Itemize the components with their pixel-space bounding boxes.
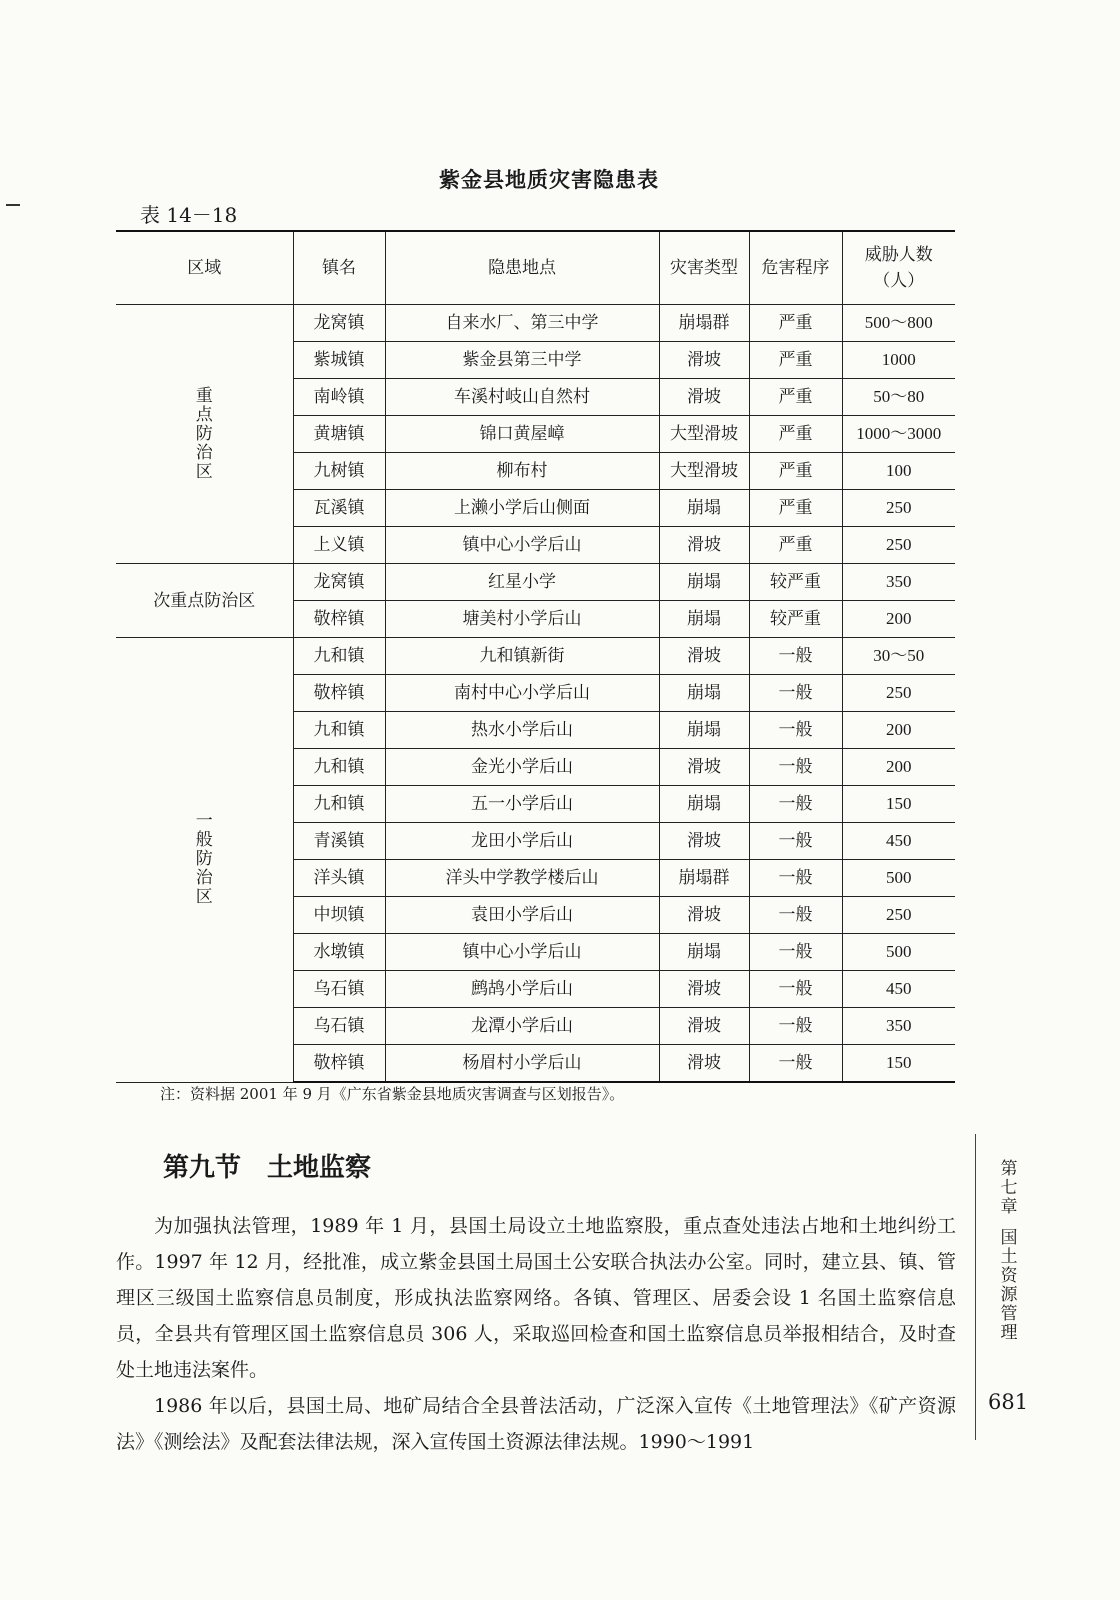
site-cell: 龙田小学后山 bbox=[385, 823, 659, 860]
section-number: 第九节 bbox=[163, 1153, 242, 1183]
type-cell: 滑坡 bbox=[659, 1045, 749, 1083]
region-label: 一般防治区 bbox=[195, 811, 213, 908]
people-cell: 200 bbox=[842, 601, 955, 638]
region-cell bbox=[116, 638, 293, 1083]
section-title-text: 土地监察 bbox=[267, 1153, 372, 1183]
severity-cell: 严重 bbox=[749, 490, 842, 527]
town-cell: 龙窝镇 bbox=[293, 564, 385, 601]
severity-cell: 严重 bbox=[749, 416, 842, 453]
severity-cell: 严重 bbox=[749, 453, 842, 490]
severity-cell: 较严重 bbox=[749, 564, 842, 601]
body-paragraph: 1986 年以后，县国土局、地矿局结合全县普法活动，广泛深入宣传《土地管理法》《矿产资源法》《测绘法》及配套法律法规，深入宣传国土资源法律法规。1990～1991 bbox=[116, 1395, 956, 1453]
town-cell: 九树镇 bbox=[293, 453, 385, 490]
header-region: 区域 bbox=[116, 231, 293, 305]
people-cell: 50～80 bbox=[842, 379, 955, 416]
site-cell: 车溪村岐山自然村 bbox=[385, 379, 659, 416]
people-cell: 450 bbox=[842, 971, 955, 1008]
people-cell: 200 bbox=[842, 749, 955, 786]
type-cell: 滑坡 bbox=[659, 379, 749, 416]
people-cell: 350 bbox=[842, 1008, 955, 1045]
site-cell: 九和镇新街 bbox=[385, 638, 659, 675]
town-cell: 九和镇 bbox=[293, 712, 385, 749]
site-cell: 杨眉村小学后山 bbox=[385, 1045, 659, 1083]
header-type: 灾害类型 bbox=[659, 231, 749, 305]
people-cell: 250 bbox=[842, 490, 955, 527]
town-cell: 龙窝镇 bbox=[293, 305, 385, 342]
people-cell: 30～50 bbox=[842, 638, 955, 675]
people-cell: 500～800 bbox=[842, 305, 955, 342]
town-cell: 青溪镇 bbox=[293, 823, 385, 860]
town-cell: 乌石镇 bbox=[293, 971, 385, 1008]
type-cell: 大型滑坡 bbox=[659, 416, 749, 453]
severity-cell: 一般 bbox=[749, 675, 842, 712]
section-heading bbox=[163, 1147, 371, 1184]
people-cell: 250 bbox=[842, 527, 955, 564]
header-site: 隐患地点 bbox=[385, 231, 659, 305]
site-cell: 柳布村 bbox=[385, 453, 659, 490]
site-cell: 塘美村小学后山 bbox=[385, 601, 659, 638]
site-cell: 龙潭小学后山 bbox=[385, 1008, 659, 1045]
town-cell: 瓦溪镇 bbox=[293, 490, 385, 527]
site-cell: 热水小学后山 bbox=[385, 712, 659, 749]
header-town: 镇名 bbox=[293, 231, 385, 305]
town-cell: 紫城镇 bbox=[293, 342, 385, 379]
people-cell: 150 bbox=[842, 1045, 955, 1083]
table-row bbox=[116, 638, 955, 675]
site-cell: 锦口黄屋嶂 bbox=[385, 416, 659, 453]
town-cell: 敬梓镇 bbox=[293, 675, 385, 712]
table-row bbox=[116, 564, 955, 601]
site-cell: 上濑小学后山侧面 bbox=[385, 490, 659, 527]
severity-cell: 一般 bbox=[749, 638, 842, 675]
table-title: 紫金县地质灾害隐患表 bbox=[439, 168, 659, 192]
severity-cell: 严重 bbox=[749, 342, 842, 379]
geological-hazard-table bbox=[116, 230, 955, 1083]
type-cell: 滑坡 bbox=[659, 638, 749, 675]
header-threatened-line1: 威胁人数 bbox=[864, 245, 933, 265]
severity-cell: 一般 bbox=[749, 1008, 842, 1045]
type-cell: 滑坡 bbox=[659, 897, 749, 934]
body-paragraph: 为加强执法管理，1989 年 1 月，县国土局设立土地监察股，重点查处违法占地和土地纠纷工作。1997 年 12 月，经批准，成立紫金县国土局国土公安联合执法办公室。同时，建立县、镇、管理区三级国土监察信息员制度，形成执法监察网络。各镇、管理区、居委会设 1 名国土监察信息员，全县共有管理区国土监察信息员 306 人，采取巡回检查和国土监察信息员举报相结合，及时查处土地违法案件。 bbox=[116, 1215, 956, 1381]
region-cell bbox=[116, 305, 293, 564]
town-cell: 敬梓镇 bbox=[293, 1045, 385, 1083]
table-row bbox=[116, 305, 955, 342]
type-cell: 崩塌 bbox=[659, 490, 749, 527]
type-cell: 崩塌群 bbox=[659, 860, 749, 897]
people-cell: 100 bbox=[842, 453, 955, 490]
region-label: 重点防治区 bbox=[195, 385, 213, 482]
severity-cell: 一般 bbox=[749, 749, 842, 786]
town-cell: 九和镇 bbox=[293, 749, 385, 786]
severity-cell: 一般 bbox=[749, 1045, 842, 1083]
type-cell: 滑坡 bbox=[659, 527, 749, 564]
type-cell: 崩塌 bbox=[659, 712, 749, 749]
table-body bbox=[116, 305, 955, 1083]
town-cell: 九和镇 bbox=[293, 786, 385, 823]
header-threatened-line2: （人） bbox=[873, 271, 925, 291]
table-number: 表 14－18 bbox=[140, 203, 238, 227]
margin-tick-mark bbox=[6, 204, 20, 206]
town-cell: 乌石镇 bbox=[293, 1008, 385, 1045]
type-cell: 崩塌群 bbox=[659, 305, 749, 342]
site-cell: 镇中心小学后山 bbox=[385, 527, 659, 564]
type-cell: 滑坡 bbox=[659, 749, 749, 786]
table-header-row bbox=[116, 231, 955, 305]
site-cell: 金光小学后山 bbox=[385, 749, 659, 786]
region-label: 次重点防治区 bbox=[153, 590, 256, 611]
type-cell: 滑坡 bbox=[659, 342, 749, 379]
type-cell: 滑坡 bbox=[659, 971, 749, 1008]
severity-cell: 严重 bbox=[749, 379, 842, 416]
table-note: 注：资料据 2001 年 9 月《广东省紫金县地质灾害调查与区划报告》。 bbox=[160, 1085, 625, 1103]
type-cell: 滑坡 bbox=[659, 823, 749, 860]
chapter-label: 第七章 bbox=[1000, 1159, 1018, 1217]
town-cell: 上义镇 bbox=[293, 527, 385, 564]
side-divider bbox=[975, 1134, 976, 1440]
severity-cell: 严重 bbox=[749, 527, 842, 564]
type-cell: 崩塌 bbox=[659, 601, 749, 638]
site-cell: 紫金县第三中学 bbox=[385, 342, 659, 379]
site-cell: 镇中心小学后山 bbox=[385, 934, 659, 971]
severity-cell: 一般 bbox=[749, 860, 842, 897]
type-cell: 崩塌 bbox=[659, 934, 749, 971]
type-cell: 崩塌 bbox=[659, 564, 749, 601]
severity-cell: 一般 bbox=[749, 934, 842, 971]
site-cell: 鹧鸪小学后山 bbox=[385, 971, 659, 1008]
town-cell: 水墩镇 bbox=[293, 934, 385, 971]
severity-cell: 严重 bbox=[749, 305, 842, 342]
severity-cell: 一般 bbox=[749, 897, 842, 934]
type-cell: 大型滑坡 bbox=[659, 453, 749, 490]
severity-cell: 一般 bbox=[749, 971, 842, 1008]
people-cell: 1000～3000 bbox=[842, 416, 955, 453]
site-cell: 南村中心小学后山 bbox=[385, 675, 659, 712]
running-chapter-label bbox=[998, 1160, 1020, 1343]
people-cell: 250 bbox=[842, 675, 955, 712]
type-cell: 崩塌 bbox=[659, 675, 749, 712]
town-cell: 中坝镇 bbox=[293, 897, 385, 934]
town-cell: 南岭镇 bbox=[293, 379, 385, 416]
site-cell: 自来水厂、第三中学 bbox=[385, 305, 659, 342]
site-cell: 洋头中学教学楼后山 bbox=[385, 860, 659, 897]
town-cell: 九和镇 bbox=[293, 638, 385, 675]
town-cell: 黄塘镇 bbox=[293, 416, 385, 453]
chapter-topic: 国土资源管理 bbox=[1000, 1228, 1018, 1343]
site-cell: 袁田小学后山 bbox=[385, 897, 659, 934]
severity-cell: 一般 bbox=[749, 786, 842, 823]
header-threatened bbox=[842, 231, 955, 305]
severity-cell: 一般 bbox=[749, 712, 842, 749]
site-cell: 红星小学 bbox=[385, 564, 659, 601]
type-cell: 滑坡 bbox=[659, 1008, 749, 1045]
people-cell: 200 bbox=[842, 712, 955, 749]
type-cell: 崩塌 bbox=[659, 786, 749, 823]
region-cell bbox=[116, 564, 293, 638]
people-cell: 500 bbox=[842, 934, 955, 971]
severity-cell: 较严重 bbox=[749, 601, 842, 638]
people-cell: 150 bbox=[842, 786, 955, 823]
people-cell: 1000 bbox=[842, 342, 955, 379]
page-number: 681 bbox=[988, 1390, 1029, 1414]
severity-cell: 一般 bbox=[749, 823, 842, 860]
people-cell: 350 bbox=[842, 564, 955, 601]
people-cell: 250 bbox=[842, 897, 955, 934]
header-severity: 危害程序 bbox=[749, 231, 842, 305]
town-cell: 敬梓镇 bbox=[293, 601, 385, 638]
town-cell: 洋头镇 bbox=[293, 860, 385, 897]
people-cell: 450 bbox=[842, 823, 955, 860]
people-cell: 500 bbox=[842, 860, 955, 897]
site-cell: 五一小学后山 bbox=[385, 786, 659, 823]
